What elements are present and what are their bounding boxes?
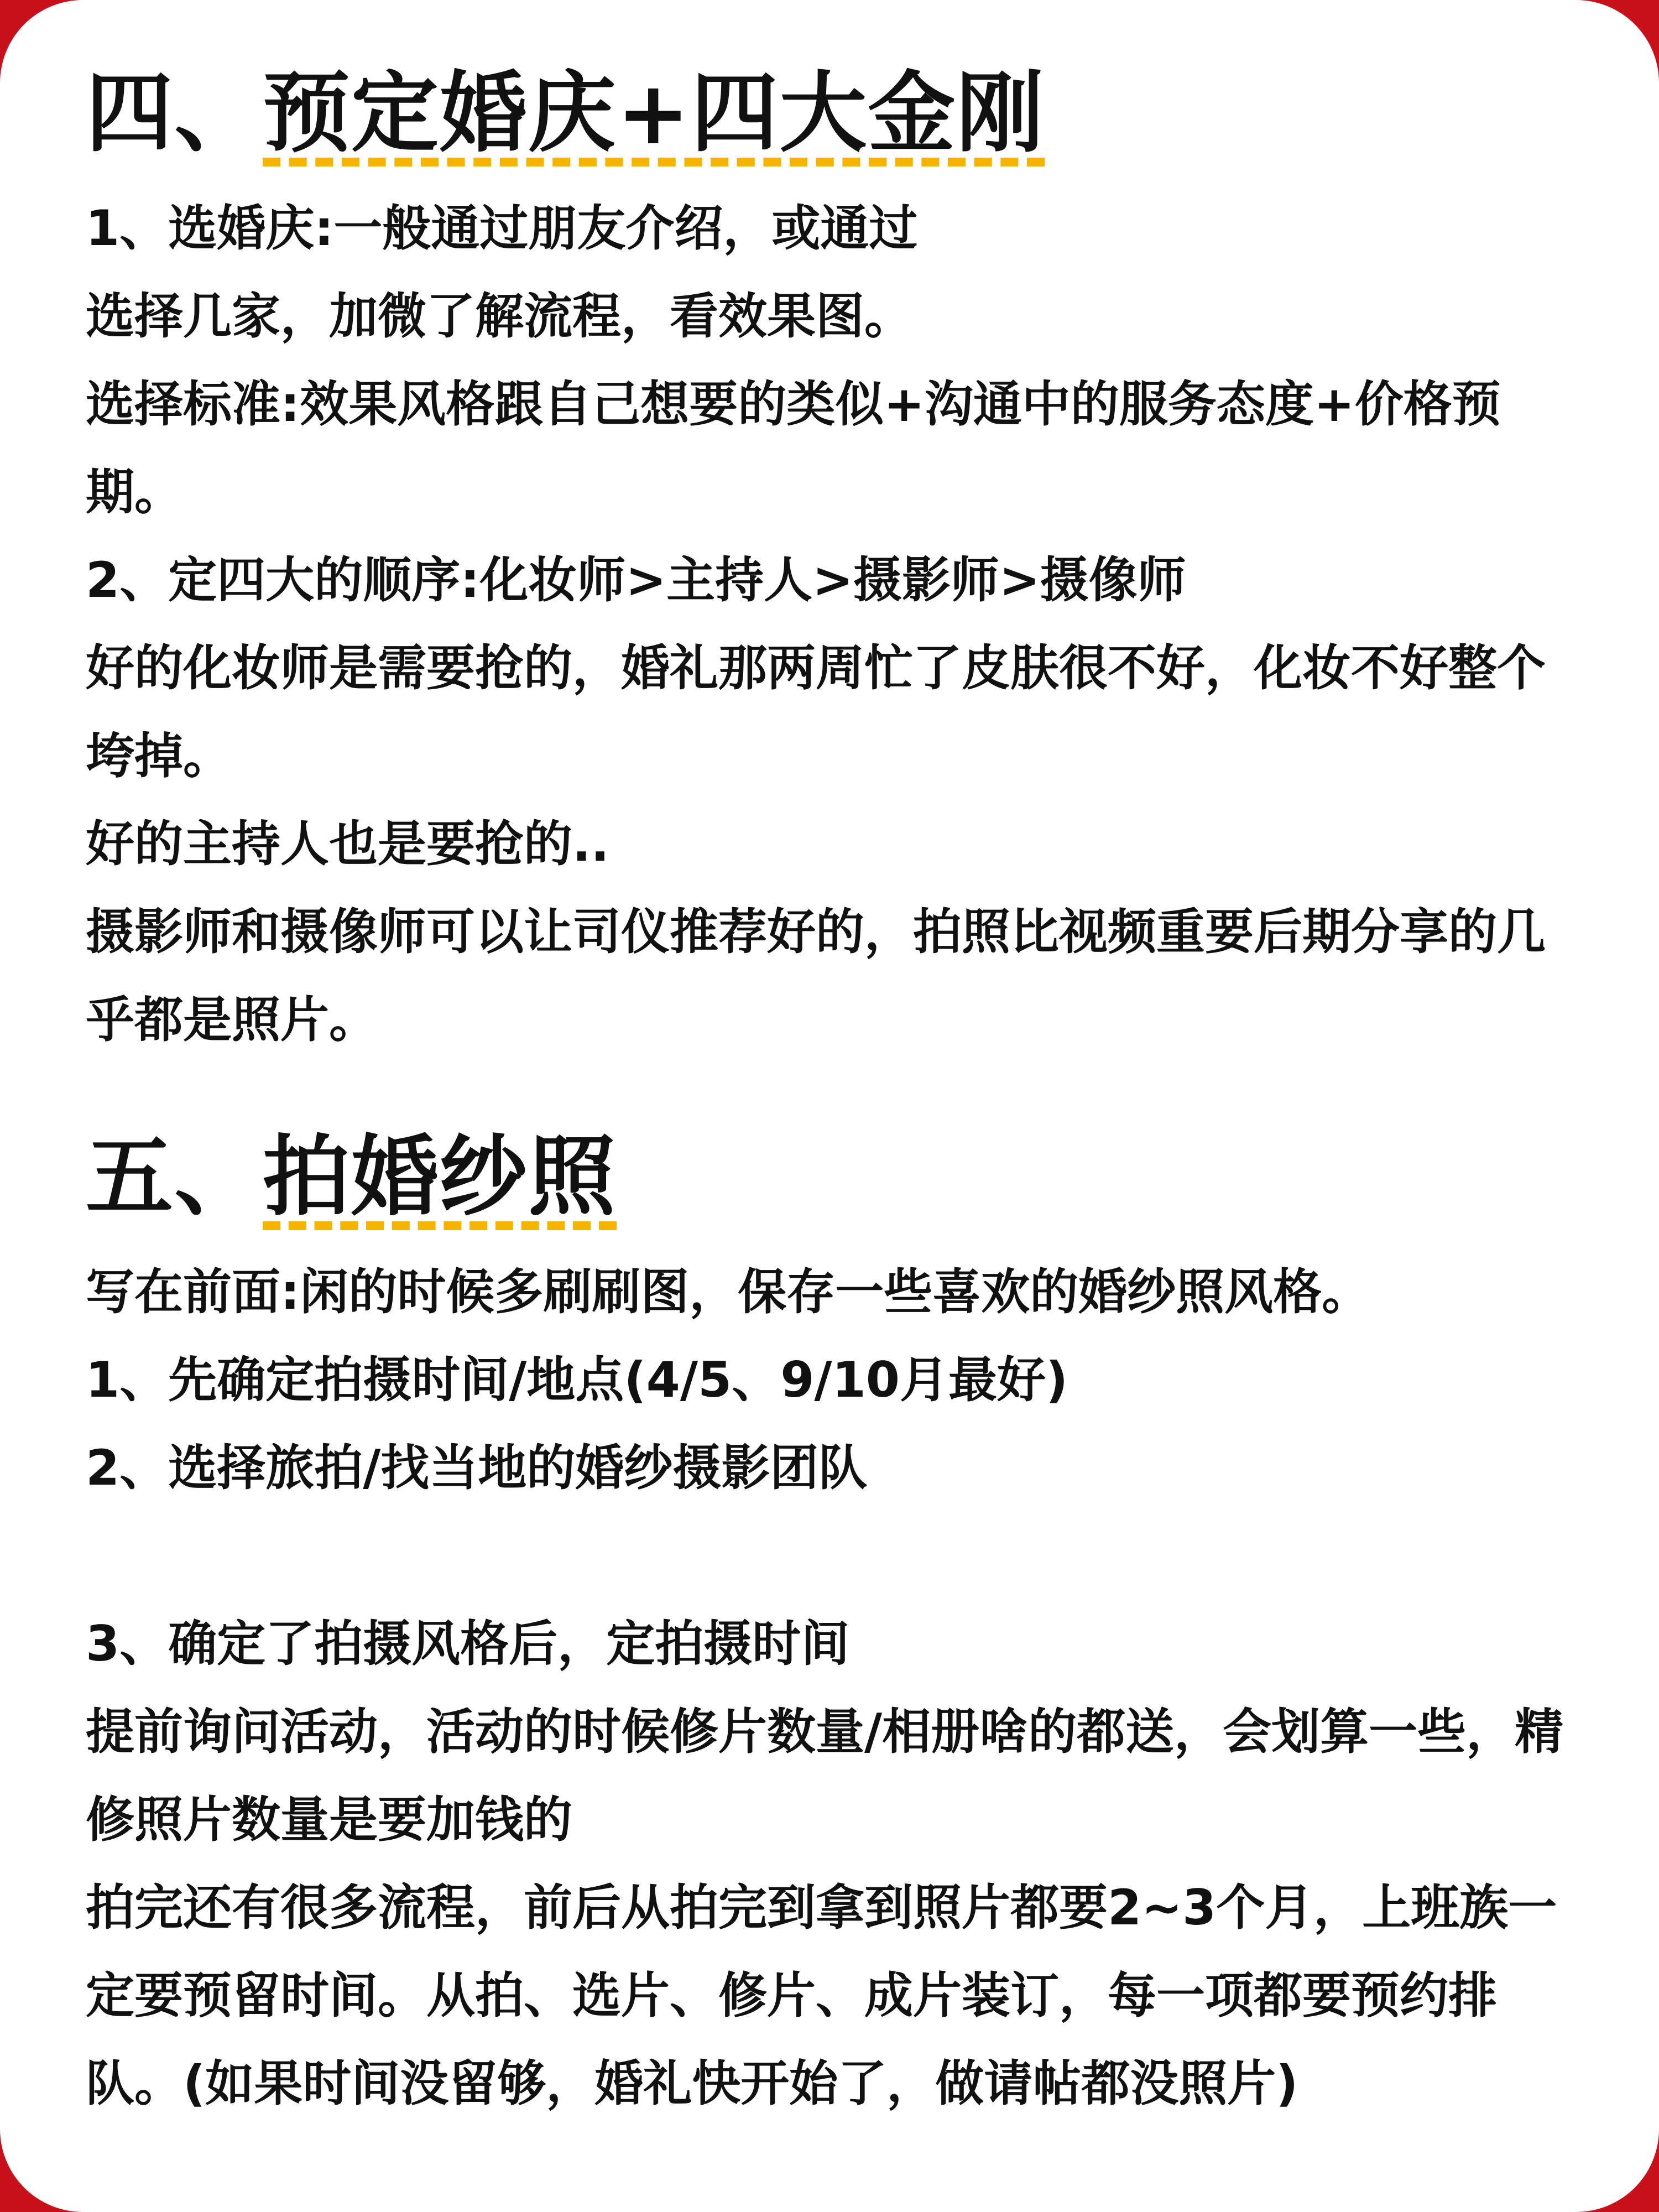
section-5-paragraph: 拍完还有很多流程，前后从拍完到拿到照片都要2~3个月，上班族一定要预留时间。从拍、选片、修片、成片装订，每一项都要预约排队。(如果时间没留够，婚礼快开始了，做请帖都没照片)	[86, 1879, 1557, 2112]
section-5-paragraph: 3、确定了拍摄风格后，定拍摄时间	[86, 1615, 850, 1672]
section-4-paragraph: 选择标准:效果风格跟自己想要的类似+沟通中的服务态度+价格预期。	[86, 376, 1501, 521]
section-4-paragraph: 好的主持人也是要抢的..	[86, 815, 609, 872]
section-5-heading	[86, 1122, 1582, 1232]
section-4-paragraph: 1、选婚庆:一般通过朋友介绍，或通过	[86, 200, 918, 257]
section-4-paragraph: 选择几家，加微了解流程，看效果图。	[86, 288, 914, 345]
blank-line	[86, 1512, 1582, 1600]
section-4-heading	[86, 58, 1582, 169]
section-5-paragraph: 2、选择旅拍/找当地的婚纱摄影团队	[86, 1439, 868, 1496]
section-5-paragraph: 写在前面:闲的时候多刷刷图，保存一些喜欢的婚纱照风格。	[86, 1263, 1371, 1320]
section-4-number: 四、	[86, 63, 263, 164]
section-5-paragraph: 1、先确定拍摄时间/地点(4/5、9/10月最好)	[86, 1351, 1068, 1408]
section-5-number: 五、	[86, 1126, 263, 1228]
section-5-title: 拍婚纱照	[263, 1126, 617, 1228]
section-4-paragraph: 好的化妆师是需要抢的，婚礼那两周忙了皮肤很不好，化妆不好整个垮掉。	[86, 639, 1546, 784]
section-4-title: 预定婚庆+四大金刚	[263, 63, 1045, 164]
section-4-paragraph: 摄影师和摄像师可以让司仪推荐好的，拍照比视频重要后期分享的几乎都是照片。	[86, 903, 1546, 1048]
section-4-paragraph: 2、定四大的顺序:化妆师>主持人>摄影师>摄像师	[86, 551, 1186, 608]
section-5-paragraph: 提前询问活动，活动的时候修片数量/相册啥的都送，会划算一些，精修照片数量是要加钱的	[86, 1703, 1564, 1848]
